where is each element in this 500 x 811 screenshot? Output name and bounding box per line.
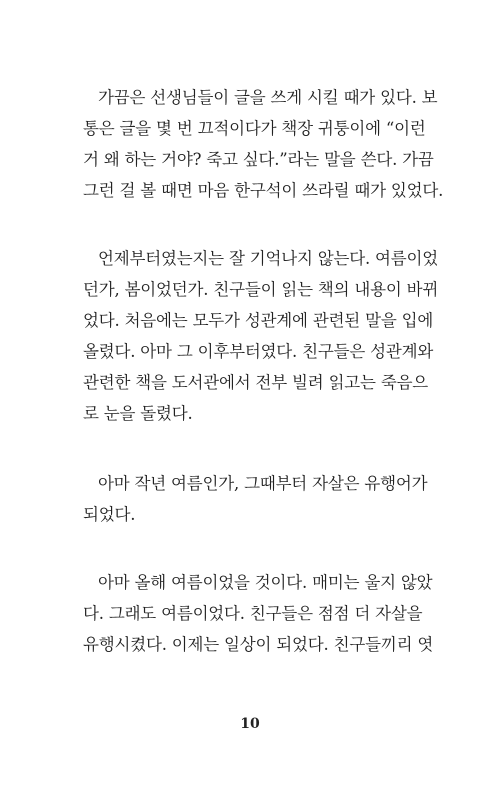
text-line: 아마 작년 여름인가, 그때부터 자살은 유행어가 [98, 474, 428, 493]
text-line: 아마 올해 여름이었을 것이다. 매미는 울지 않았 [98, 573, 433, 592]
text-line: 유행시켰다. 이제는 일상이 되었다. 친구들끼리 엿 [83, 635, 434, 654]
text-line: 었다. 처음에는 모두가 성관계에 관련된 말을 입에 [83, 311, 434, 330]
text-line: 가끔은 선생님들이 글을 쓰게 시킬 때가 있다. 보 [98, 88, 438, 107]
text-line: 거 왜 하는 거야? 죽고 싶다.”라는 말을 쓴다. 가끔 [83, 150, 434, 169]
text-line: 그런 걸 볼 때면 마음 한구석이 쓰라릴 때가 있었다. [83, 181, 444, 200]
text-line: 다. 그래도 여름이었다. 친구들은 점점 더 자살을 [83, 604, 423, 623]
text-line: 통은 글을 몇 번 끄적이다가 책장 귀퉁이에 “이런 [83, 119, 426, 138]
text-line: 로 눈을 돌렸다. [83, 404, 193, 423]
text-line: 언제부터였는지는 잘 기억나지 않는다. 여름이었 [98, 249, 439, 268]
text-line: 올렸다. 아마 그 이후부터였다. 친구들은 성관계와 [83, 342, 434, 361]
text-line: 던가, 봄이었던가. 친구들이 읽는 책의 내용이 바뀌 [83, 280, 439, 299]
page-number: 10 [240, 716, 260, 732]
text-line: 관련한 책을 도서관에서 전부 빌려 읽고는 죽음으 [83, 373, 429, 392]
text-line: 되었다. [83, 505, 136, 524]
paragraph-2 [68, 243, 439, 429]
paragraph-1 [68, 82, 444, 206]
paragraph-4 [68, 567, 434, 660]
paragraph-3 [68, 468, 428, 530]
